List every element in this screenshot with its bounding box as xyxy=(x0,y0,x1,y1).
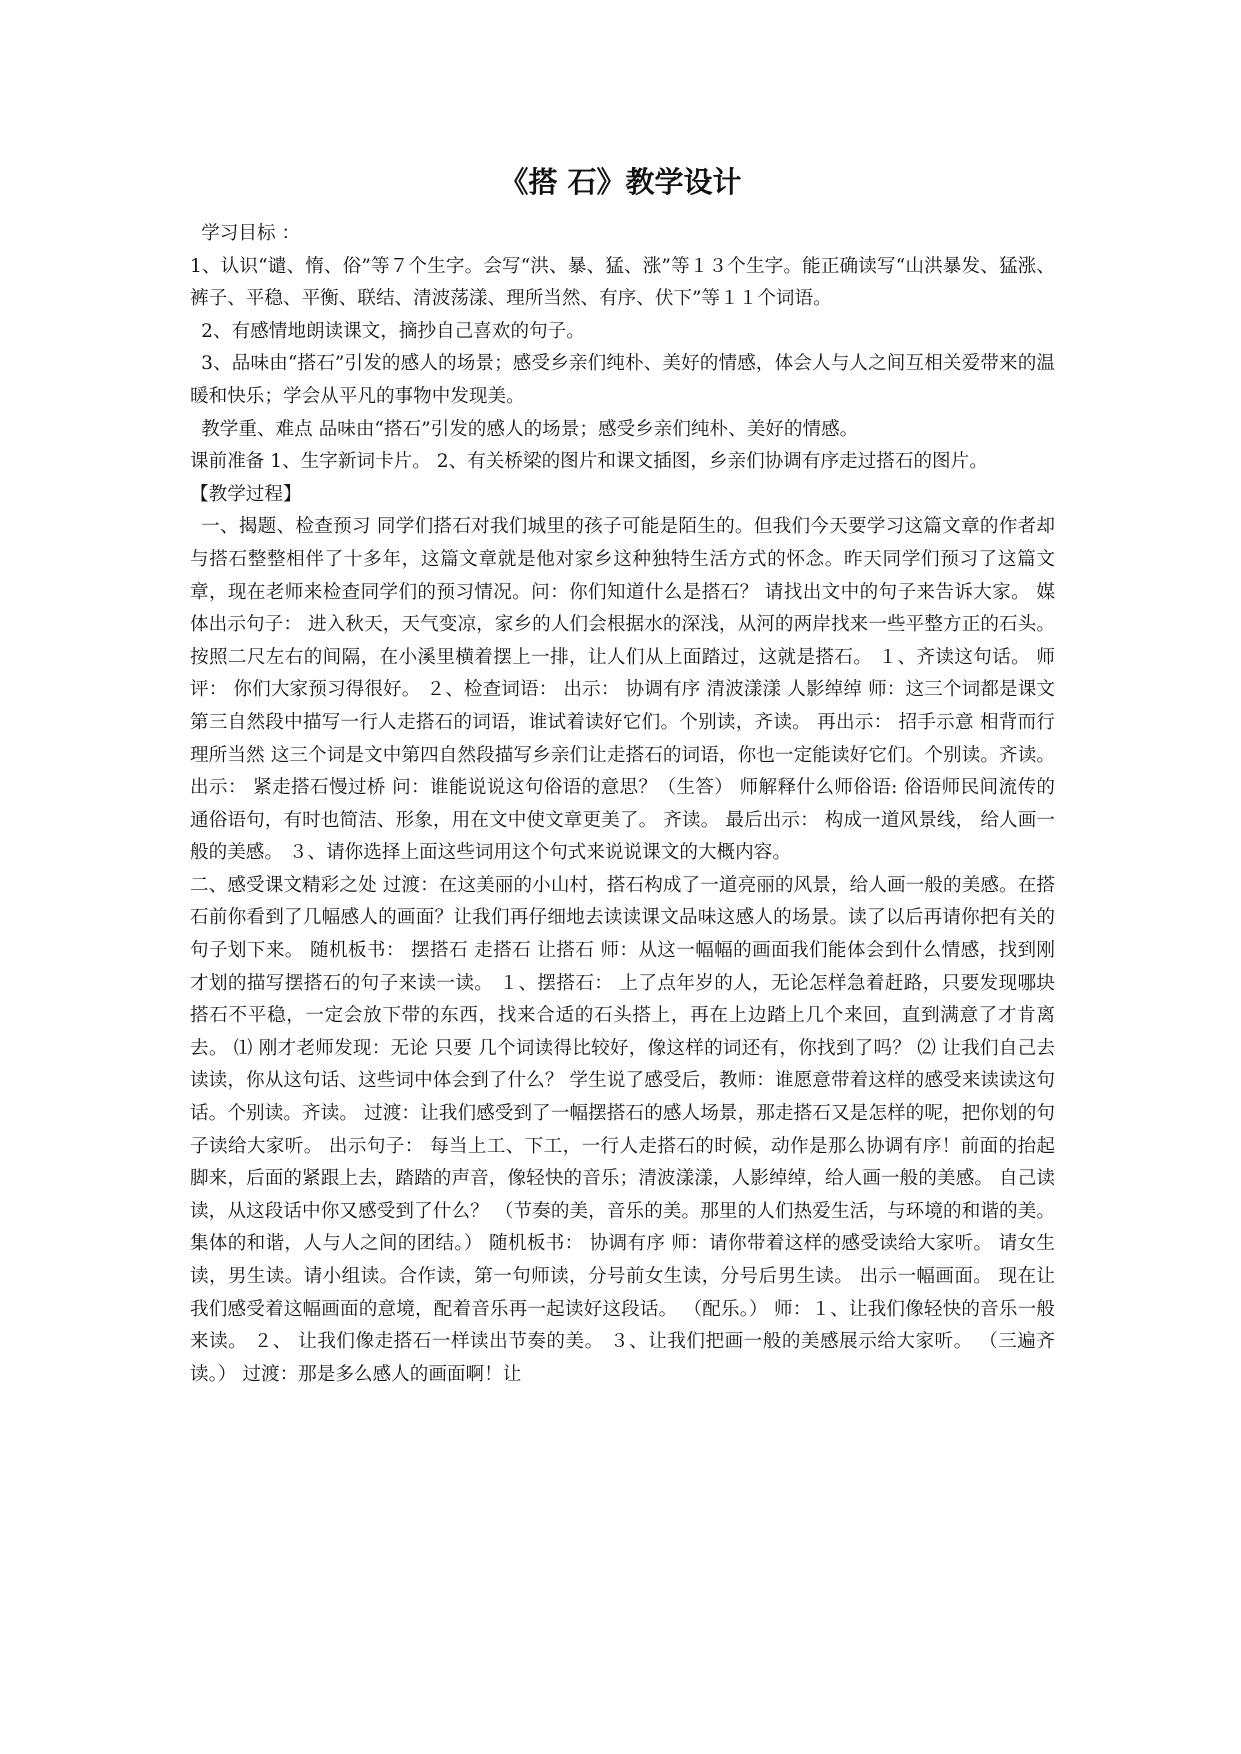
section-one-paragraph: 一、揭题、检查预习 同学们搭石对我们城里的孩子可能是陌生的。但我们今天要学习这篇文章的作者却与搭石整整相伴了十多年，这篇文章就是他对家乡这种独特生活方式的怀念。昨天同学们预习了这篇文章，现在老师来检查同学们的预习情况。问：你们知道什么是搭石？ 请找出文中的句子来告诉大家。 媒体出示句子： 进入秋天，天气变凉，家乡的人们会根据水的深浅，从河的两岸找来一些平整方正的石头。按照二尺左右的间隔，在小溪里横着摆上一排，让人们从上面踏过，这就是搭石。 １、齐读这句话。 师评： 你们大家预习得很好。 ２、检查词语： 出示： 协调有序 清波漾漾 人影绰绰 师：这三个词都是课文第三自然段中描写一行人走搭石的词语，谁试着读好它们。个别读，齐读。 再出示： 招手示意 相背而行 理所当然 这三个词是文中第四自然段描写乡亲们让走搭石的词语，你也一定能读好它们。个别读。齐读。 出示： 紧走搭石慢过桥 问：谁能说说这句俗语的意思？（生答） 师解释什么师俗语: 俗语师民间流传的通俗语句，有时也简洁、形象，用在文中使文章更美了。 齐读。 最后出示： 构成一道风景线， 给人画一般的美感。 ３、请你选择上面这些词用这个句式来说说课文的大概内容。 xyxy=(190,516,1055,864)
key-difficult-points: 教学重、难点 品味由“搭石”引发的感人的场景；感受乡亲们纯朴、美好的情感。 xyxy=(201,418,859,440)
goal-item-3: 3、品味由“搭石”引发的感人的场景；感受乡亲们纯朴、美好的情感，体会人与人之间互相关爱带来的温暖和快乐；学会从平凡的事物中发现美。 xyxy=(190,353,1055,407)
goal-item-2: 2、有感情地朗读课文，摘抄自己喜欢的句子。 xyxy=(201,320,585,342)
document-body xyxy=(190,218,1055,1391)
document-title: 《搭 石》教学设计 xyxy=(499,165,742,199)
goal-item-1: 1、认识“谴、惰、俗”等７个生字。会写“洪、暴、猛、涨”等１３个生字。能正确读写“山洪暴发、猛涨、裤子、平稳、平衡、联结、清波荡漾、理所当然、有序、伏下”等１１个词语。 xyxy=(190,255,1055,310)
section-two-paragraph: 二、感受课文精彩之处 过渡：在这美丽的小山村，搭石构成了一道亮丽的风景，给人画一般的美感。在搭石前你看到了几幅感人的画面？让我们再仔细地去读读课文品味这感人的场景。读了以后再请你把有关的句子划下来。 随机板书： 摆搭石 走搭石 让搭石 师：从这一幅幅的画面我们能体会到什么情感，找到刚才划的描写摆搭石的句子来读一读。 １、摆搭石： 上了点年岁的人，无论怎样急着赶路，只要发现哪块搭石不平稳，一定会放下带的东西，找来合适的石头搭上，再在上边踏上几个来回，直到满意了才肯离去。 ⑴ 刚才老师发现：无论 只要 几个词读得比较好，像这样的词还有，你找到了吗？ ⑵ 让我们自己去读读，你从这句话、这些词中体会到了什么？ 学生说了感受后，教师：谁愿意带着这样的感受来读读这句话。个别读。齐读。 过渡：让我们感受到了一幅摆搭石的感人场景，那走搭石又是怎样的呢，把你划的句子读给大家听。 出示句子： 每当上工、下工，一行人走搭石的时候，动作是那么协调有序！前面的抬起脚来，后面的紧跟上去，踏踏的声音，像轻快的音乐；清波漾漾，人影绰绰，给人画一般的美感。 自己读读，从这段话中你又感受到了什么？ （节奏的美，音乐的美。那里的人们热爱生活，与环境的和谐的美。集体的和谐，人与人之间的团结。） 随机板书： 协调有序 师：请你带着这样的感受读给大家听。 请女生读，男生读。请小组读。合作读，第一句师读，分号前女生读，分号后男生读。 出示一幅画面。 现在让我们感受着这幅画面的意境，配着音乐再一起读好这段话。 （配乐。） 师：１、让我们像轻快的音乐一般来读。 ２、 让我们像走搭石一样读出节奏的美。 ３、让我们把画一般的美感展示给大家听。 （三遍齐读。） 过渡：那是多么感人的画面啊！让 xyxy=(190,874,1056,1385)
teaching-process-heading: 【教学过程】 xyxy=(190,483,302,505)
preparation: 课前准备 1、生字新词卡片。 2、有关桥梁的图片和课文插图，乡亲们协调有序走过搭石的图片。 xyxy=(190,451,988,473)
learning-goals-heading: 学习目标 ： xyxy=(201,223,301,244)
